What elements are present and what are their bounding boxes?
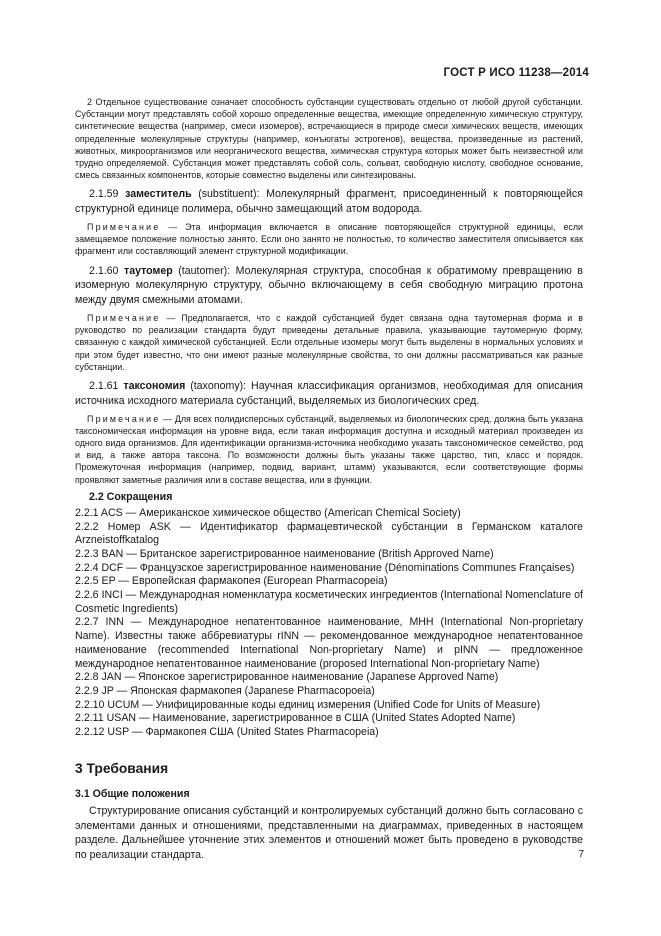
page-content: [75, 96, 583, 863]
paragraph-3-1: Структурирование описания субстанций и контролируемых субстанций должно быть согласовано с элементами данных и отношениями, представленными на диаграммах, приведенных в настоящем разделе. Дальнейшее уточнение этих элементов и отношений может быть проведено в руководстве по реализации стандарта.: [75, 804, 583, 862]
section-title: 2.2 Сокращения: [89, 490, 173, 503]
definition-2-1-59: [75, 187, 583, 217]
abbreviation-item: 2.2.11 USAN — Наименование, зарегистрированное в США (United States Adopted Name): [75, 712, 516, 725]
abbreviation-item: 2.2.12 USP — Фармакопея США (United States Pharmacopeia): [75, 726, 379, 739]
term-english: (substituent):: [198, 188, 260, 201]
note-text: — Для всех полидисперсных субстанций, выделяемых из биологических сред, должна быть указана таксономическая информация на уровне вида, если такая информация доступна и исходный материал произведен из одного вида организмов. Для идентификации организма-источника необходимо указать таксономическое семейство, род и вид, а также автора таксона. По возможности должны быть указаны также царство, тип, класс и порядок. Промежуточная информация (например, подвид, вариант, штамм) указываются, если соответствующие формы проявляют заметные различия или в составе вещества, или в функции.: [75, 413, 583, 485]
note-2-1-59: [75, 221, 583, 258]
note-label: Примечание: [87, 222, 161, 233]
term-number: 2.1.59: [89, 188, 119, 201]
page-number: 7: [578, 849, 584, 860]
abbreviation-item: 2.2.1 ACS — Американское химическое общество (American Chemical Society): [75, 506, 461, 519]
abbreviation-item: 2.2.3 BAN — Британское зарегистрированное наименование (British Approved Name): [75, 547, 494, 560]
note-text: — Предполагается, что с каждой субстанцией будет связана одна таутомерная форма и в руководство по реализации стандарта будут приведены детальные правила, указывающие таутомерную форму, связанную с каждой химической субстанцией. Если отдельные изомеры могут быть выделены в нормальных условиях и при этом будет известно, что они имеют разные молекулярные свойства, то они должны рассматриваться как разные субстанции.: [75, 313, 584, 372]
abbreviation-item: 2.2.4 DCF — Французское зарегистрированное наименование (Dénominations Communes Françaises): [75, 561, 575, 574]
abbreviation-item: 2.2.2 Номер ASK — Идентификатор фармацевтической субстанции в Германском каталоге Arzneistoffkatalog: [75, 520, 583, 547]
note-label: Примечание: [87, 413, 161, 424]
section-heading-3: 3 Требования: [75, 760, 169, 776]
term-definition: Научная классификация организмов, необходимая для описания источника исходного материала субстанций, выделяемых из биологических сред.: [75, 380, 583, 407]
standard-header: ГОСТ Р ИСО 11238—2014: [443, 67, 589, 79]
note-label: Примечание: [87, 313, 161, 324]
term-number: 2.1.61: [89, 380, 119, 393]
term-english: (tautomer):: [178, 264, 231, 277]
abbreviation-item: 2.2.10 UCUM — Унифицированные коды единиц измерения (Unified Code for Units of Measure): [75, 698, 541, 711]
term-name: заместитель: [125, 188, 192, 201]
abbreviations-list: [75, 507, 583, 740]
term-name: таутомер: [124, 264, 173, 277]
term-definition: Молекулярная структура, способная к обратимому превращению в изомерную молекулярную структуру, обычно включающему в себя свободную миграцию протона между двумя смежными атомами.: [75, 264, 583, 307]
section-heading-2-2: [75, 491, 583, 503]
section-heading-3-1: 3.1 Общие положения: [75, 787, 190, 800]
abbreviation-item: 2.2.7 INN — Международное непатентованное наименование, МНН (International Non-proprietary Name). Известны также аббревиатуры rINN — рекомендованное международное непатентованное наименование (recommended International Non-proprietary Name) и pINN — предложенное международное непатентованное наименование (proposed International Non-proprietary Name): [75, 616, 583, 670]
abbreviation-item: 2.2.9 JP — Японская фармакопея (Japanese Pharmacopoeia): [75, 684, 375, 697]
abbreviation-item: 2.2.8 JAN — Японское зарегистрированное наименование (Japanese Approved Name): [75, 671, 499, 684]
term-english: (taxonomy):: [190, 380, 247, 393]
term-name: таксономия: [123, 380, 186, 393]
note-2-1-60: [75, 312, 583, 373]
term-number: 2.1.60: [89, 264, 119, 277]
note-separate-existence: 2 Отдельное существование означает способность субстанции существовать отдельно от любой другой субстанции. Субстанции могут представлять собой хорошо определенные вещества, имеющие определенную химическую структуру, синтетические вещества (например, смеси изомеров), встречающиеся в природе смеси химических веществ, имеющих определенные молекулярные структуры (например, конъюгаты эстрогенов), вещества, произведенные из растений, животных, микроорганизмов или неорганического вещества, химическая структура которых может быть неизвестной или трудно определяемой. Субстанция может представлять собой соль, сольват, свободную кислоту, свободное основание, смесь связанных компонентов, которые совместно выделены или синтезированы.: [75, 97, 583, 181]
abbreviation-item: 2.2.6 INCI — Международная номенклатура косметических ингредиентов (International Nomenclature of Cosmetic Ingredients): [75, 589, 583, 615]
note-text: — Эта информация включается в описание повторяющейся структурной единицы, если замещаемое положение полностью занято. Если оно занято не полностью, то количество заместителя описывается как фрагмент или составляющий элемент структурной модификации.: [75, 222, 583, 257]
abbreviation-item: 2.2.5 EP — Европейская фармакопея (European Pharmacopeia): [75, 575, 388, 588]
note-2-1-61: [75, 413, 583, 486]
term-definition: Молекулярный фрагмент, присоединенный к повторяющейся структурной единице полимера, обычно замещающий атом водорода.: [75, 188, 583, 216]
definition-2-1-60: [75, 264, 583, 308]
definition-2-1-61: [75, 379, 583, 409]
